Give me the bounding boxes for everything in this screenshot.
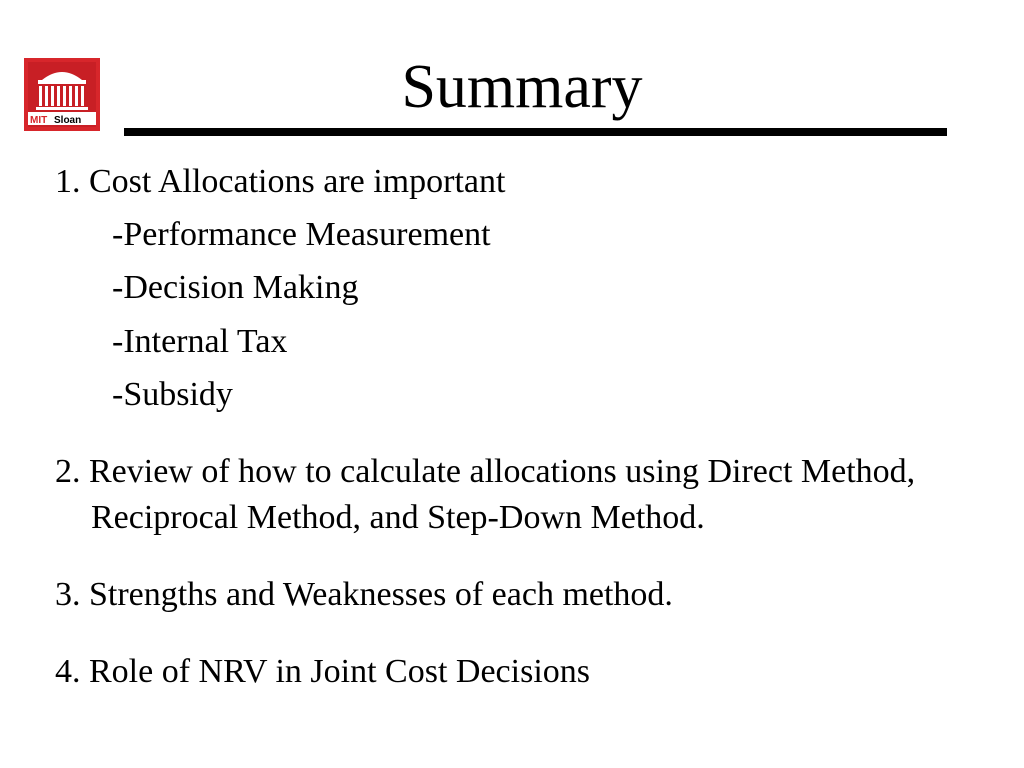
list-item-2-continuation: Reciprocal Method, and Step-Down Method.: [91, 499, 705, 536]
subitem-internal-tax: -Internal Tax: [112, 323, 288, 360]
title-underline: [124, 128, 947, 136]
subitem-performance-measurement: -Performance Measurement: [112, 216, 491, 253]
list-item-2: 2. Review of how to calculate allocations using Direct Method,: [55, 453, 916, 490]
subitem-subsidy: -Subsidy: [112, 376, 233, 413]
list-item-4: 4. Role of NRV in Joint Cost Decisions: [55, 653, 591, 690]
list-item-3: 3. Strengths and Weaknesses of each method.: [55, 576, 673, 613]
svg-text:Sloan: Sloan: [54, 115, 82, 126]
subitem-decision-making: -Decision Making: [112, 269, 359, 306]
list-item-1: 1. Cost Allocations are important: [55, 163, 506, 200]
svg-text:MIT: MIT: [30, 115, 48, 126]
slide-title: Summary: [401, 53, 643, 121]
